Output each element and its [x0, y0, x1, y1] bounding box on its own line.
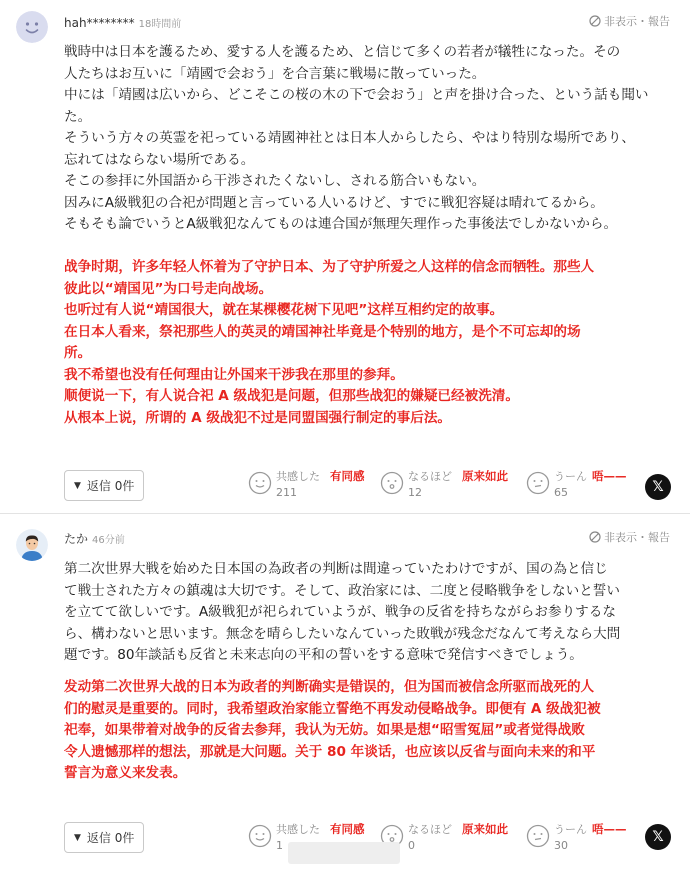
- comment-body-jp: 第二次世界大戦を始めた日本国の為政者の判断は間違っていたわけですが、国の為と信じ て戦士された方々の鎮魂は大切です。そして、政治家には、二度と侵略戦争をしないと誓い を立てて欲しいです。A級戦犯が祀られていようが、戦争の反省を持ちながらお参りするな ら、構わないと思います。無念を晴らしたいなんていった敗戦が残念だなんて考えなら大問 題です。80年談話も反省と未来志向の平和の誓いをする意味で発信すべきでしょう。: [64, 561, 621, 663]
- author-name[interactable]: hah********: [64, 16, 135, 30]
- reaction-translation: 原来如此: [462, 469, 508, 483]
- comment-author[interactable]: [64, 530, 125, 547]
- hide-report-label: 非表示・報告: [604, 15, 670, 28]
- reaction-count: 65: [554, 486, 568, 499]
- blurred-overlay: [288, 842, 400, 864]
- reply-button[interactable]: [64, 470, 144, 501]
- reply-label: 返信 0件: [86, 831, 135, 845]
- hide-report-link[interactable]: [589, 529, 670, 545]
- comment-translation-zh: 战争时期，许多年轻人怀着为了守护日本、为了守护所爱之人这样的信念而牺牲。那些人 彼此以“靖国见”为口号走向战场。 也听过有人说“靖国很大，就在某棵樱花树下见吧”这样互相约定的故事。 在日本人看来，祭祀那些人的英灵的靖国神社毕竟是个特别的地方，是个不可忘却的场 所。 我不希望也没有任何理由让外国来干涉我在那里的参拜。 顺便说一下，有人说合祀 A 级战犯是问题，但那些战犯的嫌疑已经被洗清。 从根本上说，所谓的 A 级战犯不过是同盟国强行制定的事后法。: [64, 259, 595, 426]
- reaction-label: なるほど: [408, 823, 452, 836]
- reaction-count: 0: [408, 839, 415, 852]
- comment-author[interactable]: [64, 15, 181, 30]
- comment-translation-zh: 发动第二次世界大战的日本为政者的判断确实是错误的，但为国而被信念所驱而战死的人 们的慰灵是重要的。同时，我希望政治家能立誓绝不再发动侵略战争。即便有 A 级战犯被 祀奉，如果带着对战争的反省去参拜，我认为无妨。如果是想“昭雪冤屈”或者觉得战败 令人遗憾那样的想法，那就是大问题。关于 80 年谈话，也应该以反省与面向未来的和平 誓言为意义来发表。: [64, 679, 601, 781]
- ban-icon: [589, 15, 601, 27]
- reply-label: 返信 0件: [86, 479, 135, 493]
- hide-report-link[interactable]: [589, 13, 670, 29]
- reaction-translation: 唔——: [592, 469, 627, 483]
- reaction-count: 211: [276, 486, 297, 499]
- reaction-count: 1: [276, 839, 283, 852]
- x-logo-icon[interactable]: 𝕏: [645, 474, 671, 500]
- avatar-person[interactable]: [16, 529, 48, 561]
- reaction-translation: 原来如此: [462, 822, 508, 836]
- reply-button[interactable]: [64, 822, 144, 853]
- reaction-count: 30: [554, 839, 568, 852]
- reaction-label: なるほど: [408, 470, 452, 483]
- comment-time: 46分前: [92, 535, 125, 546]
- reaction-label: うーん: [554, 823, 587, 836]
- thinking-face-icon: [526, 471, 550, 495]
- comment-time: 18時間前: [138, 19, 182, 30]
- smile-face-icon: [248, 824, 272, 848]
- reaction-label: 共感した: [276, 470, 320, 483]
- author-name[interactable]: たか: [64, 532, 89, 546]
- reaction-label: 共感した: [276, 823, 320, 836]
- reaction-translation: 有同感: [330, 822, 365, 836]
- reaction-translation: 唔——: [592, 822, 627, 836]
- reaction-label: うーん: [554, 470, 587, 483]
- x-logo-icon[interactable]: 𝕏: [645, 824, 671, 850]
- avatar-smiley[interactable]: [16, 11, 48, 43]
- surprised-face-icon: [380, 471, 404, 495]
- comment-2: [0, 513, 690, 869]
- reaction-count: 12: [408, 486, 422, 499]
- hide-report-label: 非表示・報告: [604, 531, 670, 544]
- comment-body-jp: 戦時中は日本を護るため、愛する人を護るため、と信じて多くの若者が犠牲になった。その 人たちはお互いに「靖國で会おう」を合言葉に戦場に散っていった。 中には「靖國は広いから、どこそこの桜の木の下で会おう」と声を掛け合った、という話も聞い た。 そういう方々の英霊を祀っている靖國神社とは日本人からしたら、やはり特別な場所であり、 忘れてはならない場所である。 そこの参拝に外国語から干渉されたくないし、される筋合いもない。 因みにA級戦犯の合祀が問題と言っている人いるけど、すでに戦犯容疑は晴れてるから。 そもそも論でいうとA級戦犯なんてものは連合国が無理矢理作った事後法でしかないから。: [64, 44, 649, 232]
- ban-icon: [589, 531, 601, 543]
- thinking-face-icon: [526, 824, 550, 848]
- reaction-translation: 有同感: [330, 469, 365, 483]
- smile-face-icon: [248, 471, 272, 495]
- caret-down-icon: ▼: [74, 480, 81, 491]
- caret-down-icon: ▼: [74, 832, 81, 843]
